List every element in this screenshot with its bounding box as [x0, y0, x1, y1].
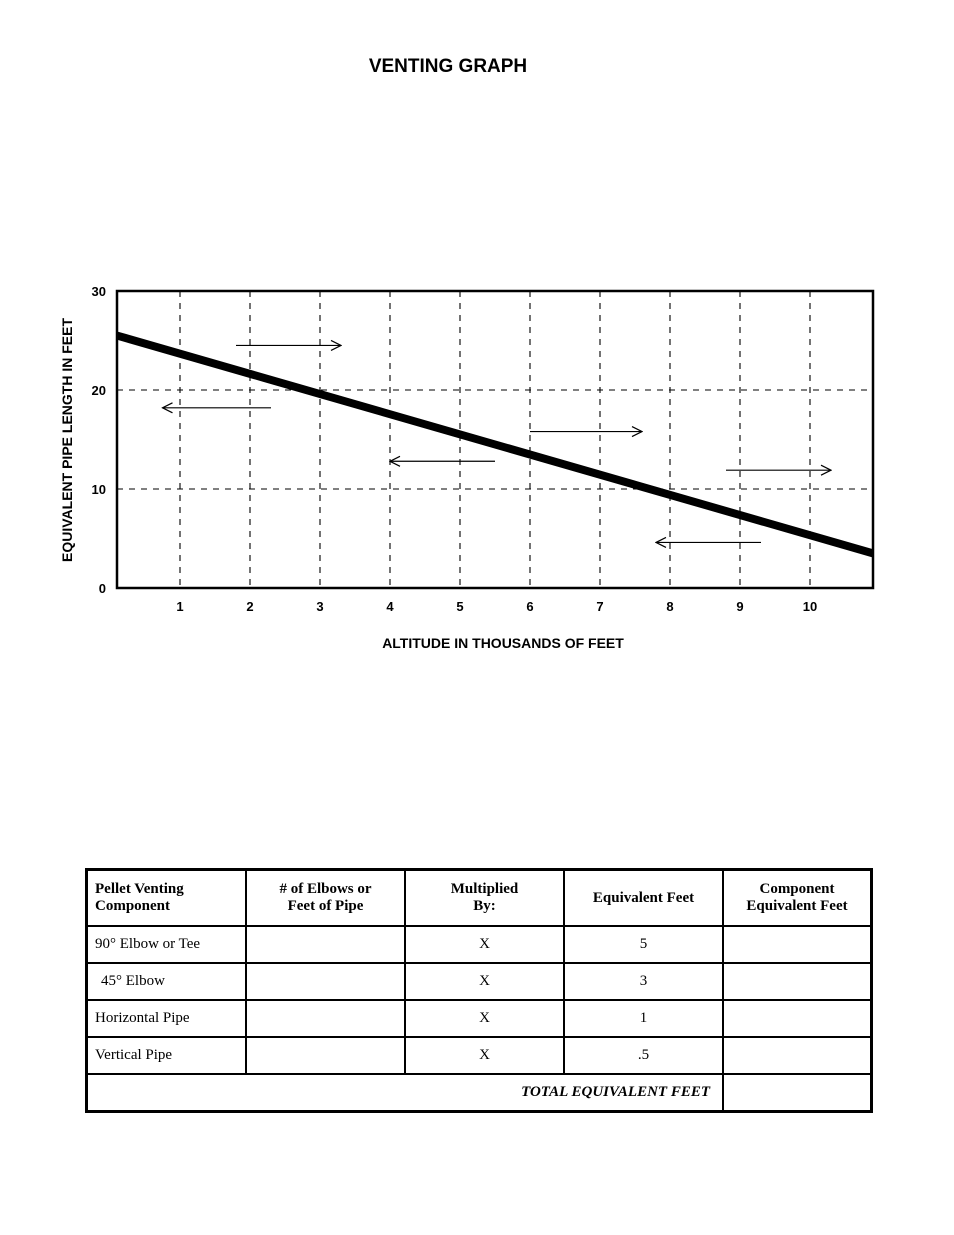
x-tick-label: 4 — [386, 599, 394, 614]
cell-component: Vertical Pipe — [87, 1037, 247, 1074]
y-tick-label: 30 — [91, 284, 106, 299]
cell-count[interactable] — [246, 926, 405, 963]
table-row — [87, 926, 872, 963]
header-component-equivalent — [723, 870, 872, 927]
series-line — [117, 336, 873, 554]
header-line: Pellet Venting — [95, 881, 184, 897]
cell-component-equivalent[interactable] — [723, 1000, 872, 1037]
page-title: VENTING GRAPH — [368, 56, 528, 77]
table-row — [87, 1000, 872, 1037]
x-tick-label: 1 — [176, 599, 184, 614]
cell-multiplied: X — [405, 1000, 564, 1037]
cell-equivalent-feet: 5 — [564, 926, 723, 963]
x-axis-label: ALTITUDE IN THOUSANDS OF FEET — [382, 635, 624, 651]
cell-equivalent-feet: 1 — [564, 1000, 723, 1037]
x-tick-label: 8 — [666, 599, 674, 614]
header-count — [246, 870, 405, 927]
y-axis-label: EQUIVALENT PIPE LENGTH IN FEET — [59, 318, 75, 562]
table-row — [87, 963, 872, 1000]
header-line: Component — [95, 898, 171, 914]
header-multiplied — [405, 870, 564, 927]
x-tick-label: 2 — [246, 599, 254, 614]
x-tick-label: 7 — [596, 599, 604, 614]
y-tick-label: 0 — [98, 581, 106, 596]
x-tick-label: 9 — [736, 599, 744, 614]
total-value[interactable] — [723, 1074, 872, 1112]
table-total-row — [87, 1074, 872, 1112]
cell-count[interactable] — [246, 1000, 405, 1037]
cell-multiplied: X — [405, 1037, 564, 1074]
header-line: Component — [759, 881, 835, 897]
y-tick-label: 10 — [91, 482, 106, 497]
header-line: # of Elbows or — [279, 881, 372, 897]
header-line: Feet of Pipe — [287, 898, 364, 914]
y-tick-label: 20 — [91, 383, 106, 398]
table-header-row — [87, 870, 872, 927]
cell-count[interactable] — [246, 1037, 405, 1074]
x-tick-label: 10 — [802, 599, 818, 614]
cell-component — [87, 963, 247, 1000]
cell-component-equivalent[interactable] — [723, 926, 872, 963]
x-tick-label: 3 — [316, 599, 324, 614]
cell-component: Horizontal Pipe — [87, 1000, 247, 1037]
cell-component-text: 45° Elbow — [101, 973, 165, 989]
total-label: TOTAL EQUIVALENT FEET — [87, 1074, 724, 1112]
table-row — [87, 1037, 872, 1074]
cell-multiplied: X — [405, 963, 564, 1000]
header-line: Equivalent Feet — [746, 898, 848, 914]
header-line: Multiplied — [450, 881, 519, 897]
x-tick-label: 5 — [456, 599, 464, 614]
cell-component-equivalent[interactable] — [723, 1037, 872, 1074]
venting-table — [85, 868, 873, 1113]
cell-component: 90° Elbow or Tee — [87, 926, 247, 963]
header-line: By: — [473, 898, 496, 914]
header-line: Equivalent Feet — [592, 889, 695, 906]
plot-frame — [117, 291, 873, 588]
cell-count[interactable] — [246, 963, 405, 1000]
cell-equivalent-feet: .5 — [564, 1037, 723, 1074]
cell-equivalent-feet: 3 — [564, 963, 723, 1000]
x-tick-label: 6 — [526, 599, 534, 614]
header-equivalent-feet — [564, 870, 723, 927]
cell-multiplied: X — [405, 926, 564, 963]
cell-component-equivalent[interactable] — [723, 963, 872, 1000]
header-component — [87, 870, 247, 927]
